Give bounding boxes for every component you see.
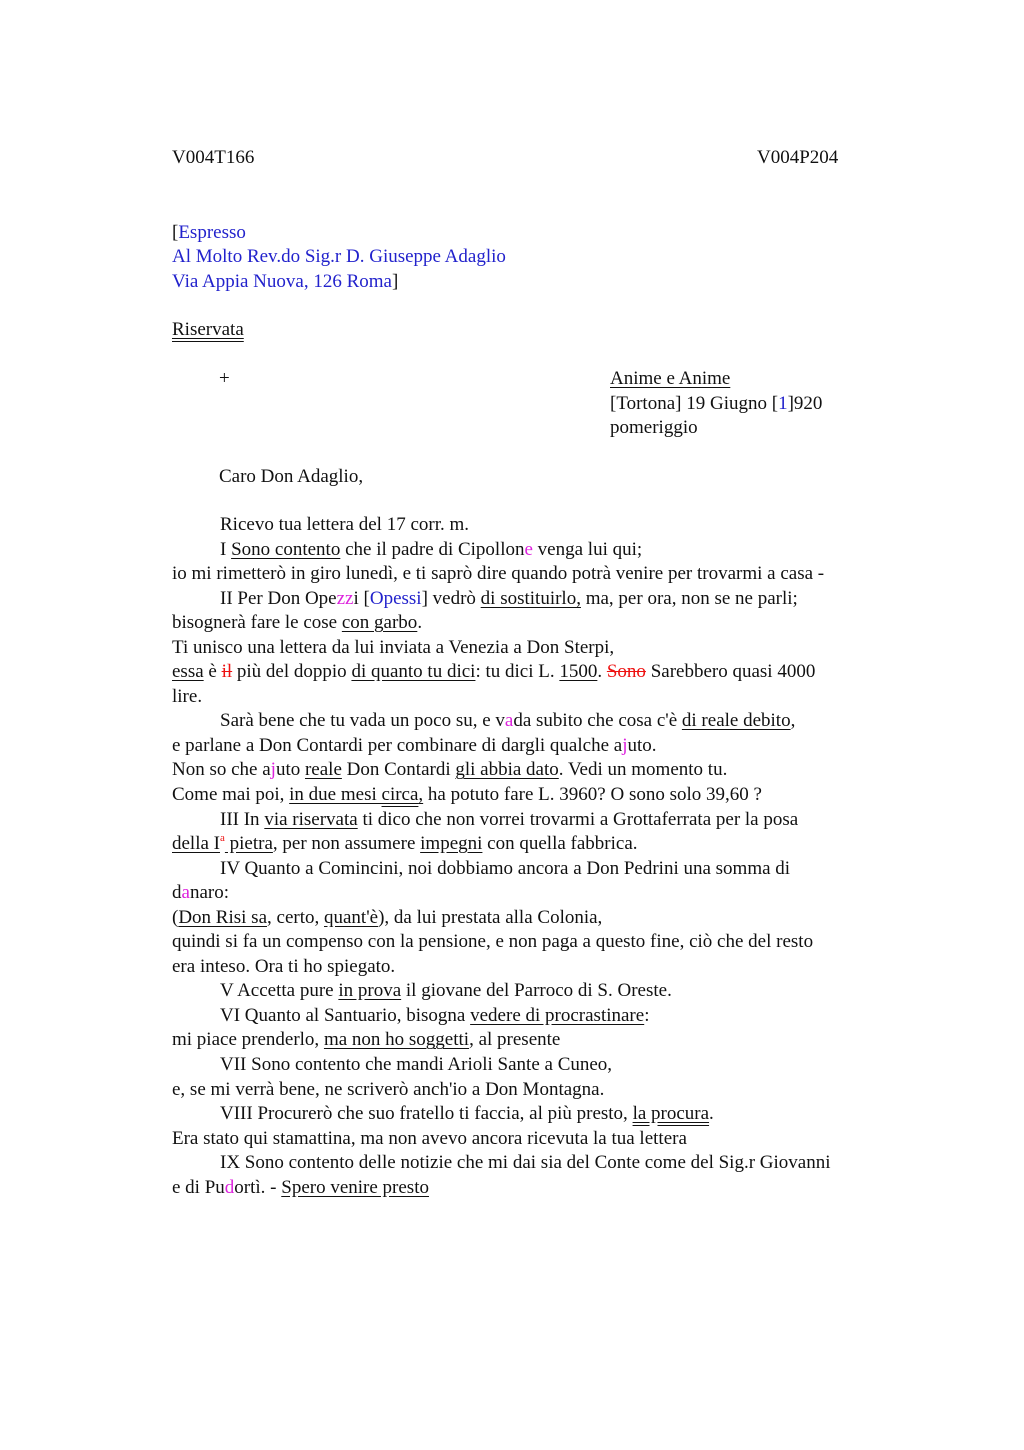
text-segment: d <box>224 1176 235 1198</box>
text-segment: . <box>709 1103 714 1125</box>
text-segment: Sono <box>606 661 646 683</box>
body-line <box>172 758 902 783</box>
text-segment: a <box>220 832 225 845</box>
text-segment: IV Quanto a Comincini, noi dobbiamo ancora a Don Pedrini una somma di <box>220 857 791 879</box>
text-segment: Sono contento <box>231 538 341 560</box>
body-line <box>172 906 902 931</box>
text-segment: Ti unisco una lettera da lui inviata a Venezia a Don Sterpi, <box>172 636 615 658</box>
text-segment: con quella fabbrica. <box>482 833 638 855</box>
text-segment: venga lui qui; <box>532 538 643 560</box>
text-segment: naro: <box>189 882 229 904</box>
letter-body <box>172 513 902 1200</box>
text-segment: 1500 <box>559 661 598 683</box>
text-segment: che il padre di Cipollon <box>340 538 525 560</box>
text-segment: ), da lui prestata alla Colonia, <box>378 906 603 928</box>
body-line <box>172 660 902 685</box>
text-segment: in due mesi <box>289 784 382 806</box>
text-segment: . <box>597 661 607 683</box>
body-line <box>172 1028 902 1053</box>
body-line <box>172 832 902 857</box>
address-espresso: Espresso <box>178 222 246 243</box>
text-segment: circa <box>381 784 419 806</box>
address-line-2: Al Molto Rev.do Sig.r D. Giuseppe Adaglio <box>172 246 506 267</box>
text-segment: zz <box>336 587 354 609</box>
bracket-close: ] <box>391 271 399 292</box>
text-segment: reale <box>304 759 342 781</box>
address-line-1 <box>172 221 246 245</box>
text-segment: di reale debito <box>681 710 791 732</box>
body-line <box>172 808 902 833</box>
text-segment: Don Contardi <box>341 759 456 781</box>
text-segment: I <box>220 538 232 560</box>
body-line <box>172 1151 902 1176</box>
text-segment: VI Quanto al Santuario, bisogna <box>220 1004 471 1026</box>
body-line <box>172 1004 902 1029</box>
text-segment: j <box>270 759 276 781</box>
body-line <box>172 709 902 734</box>
text-segment: quant'è <box>324 906 379 928</box>
text-segment: la procura <box>632 1103 710 1125</box>
text-segment: Era stato qui stamattina, ma non avevo ancora ricevuta la tua lettera <box>172 1127 687 1149</box>
text-segment: VII Sono contento che mandi Arioli Sante a Cuneo, <box>220 1054 613 1076</box>
text-segment: impegni <box>420 833 483 855</box>
text-segment: ] vedrò <box>421 587 481 609</box>
body-line <box>172 857 902 882</box>
body-line <box>172 1102 902 1127</box>
date-part: [Tortona] 19 Giugno [ <box>610 393 779 414</box>
body-line <box>172 783 902 808</box>
salutation: Caro Don Adaglio, <box>219 466 364 487</box>
text-segment: ortì. - <box>234 1176 282 1198</box>
text-segment: . <box>417 612 423 634</box>
text-segment: Ricevo tua lettera del 17 corr. m. <box>220 514 470 535</box>
heading-title: Anime e Anime <box>610 368 731 389</box>
text-segment: ha potuto fare L. 3960? O sono solo 39,60 ? <box>423 784 762 806</box>
text-segment: V Accetta pure <box>220 980 339 1002</box>
text-segment: uto <box>275 759 305 781</box>
text-segment: e parlane a Don Contardi per combinare di dargli qualche a <box>172 734 623 756</box>
text-segment: gli abbia dato <box>455 759 559 781</box>
text-segment: mi piace prenderlo, <box>172 1029 324 1051</box>
text-segment: lire. <box>172 685 203 707</box>
body-line <box>172 955 902 980</box>
body-line <box>172 1127 902 1152</box>
text-segment: ma, per ora, non se ne parli; <box>580 587 798 609</box>
text-segment: Non so che a <box>172 759 271 781</box>
text-segment: via riservata <box>264 808 358 830</box>
riservata-label: Riservata <box>172 319 244 340</box>
text-segment: Sarà bene che tu vada un poco su, e v <box>220 710 505 732</box>
text-segment: Come mai poi, <box>172 784 290 806</box>
heading-date <box>610 392 822 416</box>
text-segment: vedere di procrastinare <box>470 1004 645 1026</box>
text-segment: io mi rimetterò in giro lunedì, e ti saprò dire quando potrà venire per trovarmi a casa - <box>172 563 825 585</box>
body-line <box>172 1053 902 1078</box>
text-segment: il <box>221 661 233 683</box>
heading-time: pomeriggio <box>610 417 698 438</box>
text-segment: e, se mi verrà bene, ne scriverò anch'io a Don Montagna. <box>172 1078 605 1100</box>
body-line <box>172 881 902 906</box>
text-segment: j <box>622 734 628 756</box>
date-year: ]920 <box>787 393 823 414</box>
text-segment: pietra <box>224 833 273 855</box>
text-segment: è <box>203 661 222 683</box>
body-line <box>172 636 902 661</box>
text-segment: : <box>644 1004 650 1026</box>
body-line <box>172 685 902 710</box>
document-code-right: V004P204 <box>757 147 839 168</box>
text-segment: essa <box>172 661 204 683</box>
text-segment: più del doppio <box>232 661 352 683</box>
text-segment: con garbo <box>341 612 418 634</box>
text-segment: Opessi <box>369 587 422 609</box>
body-line <box>172 562 902 587</box>
text-segment: quindi si fa un compenso con la pensione, e non paga a questo fine, ciò che del resto <box>172 931 814 953</box>
body-line <box>172 513 902 538</box>
text-segment: ( <box>172 906 179 928</box>
text-segment: Sarebbero quasi 4000 <box>645 661 816 683</box>
body-line <box>172 930 902 955</box>
text-segment: , per non assumere <box>272 833 421 855</box>
address-line-3 <box>172 270 398 294</box>
body-line <box>172 1176 902 1201</box>
document-code-left: V004T166 <box>172 147 255 168</box>
body-line <box>172 734 902 759</box>
body-line <box>172 979 902 1004</box>
text-segment: bisognerà fare le cose <box>172 612 342 634</box>
text-segment: della I <box>172 833 221 855</box>
cross-mark: + <box>219 368 230 389</box>
text-segment: di sostituirlo, <box>480 587 581 609</box>
text-segment: IX Sono contento delle notizie che mi dai sia del Conte come del Sig.r Giovanni <box>220 1152 831 1174</box>
text-segment: , <box>418 784 424 806</box>
text-segment: , <box>790 710 796 732</box>
text-segment: i [ <box>353 587 370 609</box>
text-segment: . Vedi un momento tu. <box>558 759 728 781</box>
text-segment: d <box>172 882 182 904</box>
bracket-open: [ <box>172 222 179 243</box>
text-segment: in prova <box>338 980 402 1002</box>
text-segment: e di Pu <box>172 1176 225 1198</box>
text-segment: da subito che cosa c'è <box>513 710 682 732</box>
text-segment: di quanto tu dici <box>351 661 476 683</box>
text-segment: : tu dici L. <box>475 661 560 683</box>
text-segment: Spero venire presto <box>281 1176 429 1198</box>
body-line <box>172 538 902 563</box>
text-segment: ti dico che non vorrei trovarmi a Grottaferrata per la posa <box>357 808 799 830</box>
address-street: Via Appia Nuova, 126 Roma <box>172 271 392 292</box>
text-segment: Don Risi sa <box>178 906 268 928</box>
body-line <box>172 611 902 636</box>
text-segment: a <box>181 882 190 904</box>
text-segment: a <box>504 710 514 732</box>
text-segment: era inteso. Ora ti ho spiegato. <box>172 955 396 977</box>
text-segment: e <box>524 538 533 560</box>
body-line <box>172 587 902 612</box>
text-segment: uto. <box>627 734 657 756</box>
body-line <box>172 1078 902 1103</box>
text-segment: III In <box>220 808 265 830</box>
text-segment: ma non ho soggetti <box>323 1029 470 1051</box>
date-editorial-digit: 1 <box>778 393 788 414</box>
text-segment: II Per Don Ope <box>220 587 337 609</box>
text-segment: , certo, <box>267 906 324 928</box>
text-segment: il giovane del Parroco di S. Oreste. <box>401 980 672 1002</box>
text-segment: , al presente <box>469 1029 561 1051</box>
text-segment: VIII Procurerò che suo fratello ti faccia, al più presto, <box>220 1103 633 1125</box>
